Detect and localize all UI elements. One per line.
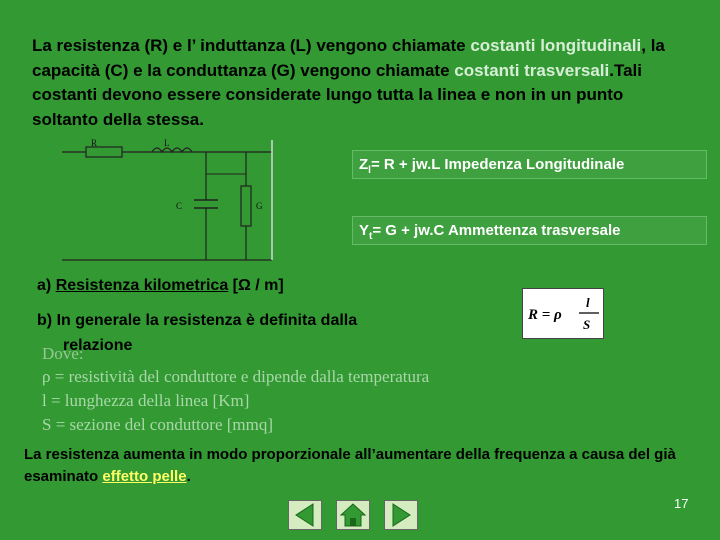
triangle-left-icon — [289, 501, 321, 529]
label-c: C — [176, 201, 183, 211]
rho-definition: ρ = resistività del conduttore e dipende dalla temperatura — [42, 367, 430, 386]
triangle-right-icon — [385, 501, 417, 529]
item-a-unit: [Ω / m] — [232, 277, 284, 294]
zl-text: = R + jw.L Impedenza Longitudinale — [370, 156, 625, 173]
label-r: R — [91, 138, 98, 148]
conclusion-end: . — [186, 468, 191, 485]
highlight-transversal: costanti trasversali — [454, 60, 610, 80]
intro-paragraph — [32, 34, 692, 132]
item-b-line1: In generale la resistenza è definita dalla — [56, 312, 358, 329]
dove-label: Dove: — [42, 344, 84, 363]
yt-subscript: t — [369, 231, 373, 242]
zl-subscript: l — [368, 165, 371, 176]
item-b — [37, 312, 357, 330]
formula-lhs: R = ρ — [528, 307, 562, 323]
home-button[interactable] — [336, 500, 370, 530]
highlight-longitudinal: costanti longitudinali — [470, 36, 642, 55]
length-definition: l = lunghezza della linea [Km] — [42, 391, 250, 410]
resistance-formula-image — [522, 288, 604, 339]
formula-numerator: l — [586, 295, 590, 310]
formula-denominator: S — [583, 317, 591, 332]
page-number: 17 — [674, 496, 689, 511]
yt-text: = G + jw.C Ammettenza trasversale — [372, 222, 621, 239]
home-icon — [337, 501, 369, 529]
zl-symbol: Z — [359, 156, 369, 173]
label-g: G — [256, 201, 263, 211]
yt-symbol: Y — [359, 222, 370, 239]
item-b-marker: b) — [37, 312, 53, 329]
conclusion-paragraph — [24, 444, 704, 488]
admittance-formula — [352, 216, 707, 245]
item-a — [37, 277, 284, 295]
intro-text-1: La resistenza (R) e l’ induttanza (L) vengono chiamate — [32, 36, 471, 55]
intro-text-2: , la capacità (C) e la conduttanza (G) vengono chiamate — [32, 36, 665, 80]
conclusion-text: La resistenza aumenta in modo proporzionale all’aumentare della frequenza a causa del già esaminato — [24, 446, 676, 485]
item-a-text: Resistenza kilometrica — [55, 277, 229, 294]
impedance-formula — [352, 150, 707, 179]
intro-text-3: .Tali costanti devono essere considerate lungo tutta la linea e non in un punto soltanto della stessa. — [32, 60, 642, 129]
next-slide-button[interactable] — [384, 500, 418, 530]
circuit-diagram — [60, 134, 278, 264]
item-a-marker: a) — [37, 277, 52, 294]
previous-slide-button[interactable] — [288, 500, 322, 530]
effetto-pelle-link[interactable]: effetto pelle — [102, 468, 187, 485]
label-l: L — [164, 138, 170, 148]
section-definition: S = sezione del conduttore [mmq] — [42, 415, 274, 434]
item-b-line2: relazione — [63, 337, 133, 354]
